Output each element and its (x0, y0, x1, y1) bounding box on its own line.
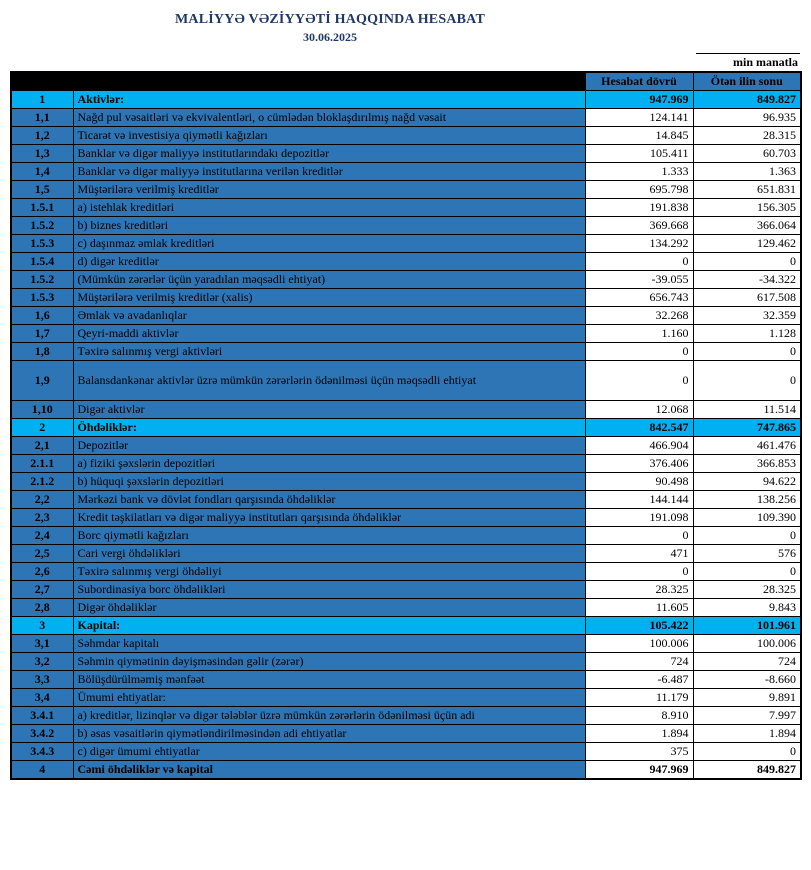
row-label: Əmlak və avadanlıqlar (73, 307, 585, 325)
value-current-period: 1.333 (585, 163, 693, 181)
report-date: 30.06.2025 (303, 30, 357, 44)
value-current-period: 191.098 (585, 509, 693, 527)
table-row (11, 761, 801, 780)
value-previous-yearend: 849.827 (693, 761, 801, 780)
value-previous-yearend: -34.322 (693, 271, 801, 289)
value-current-period: 105.411 (585, 145, 693, 163)
row-label: Borc qiymətli kağızları (73, 527, 585, 545)
row-code: 2,4 (11, 527, 73, 545)
value-previous-yearend: 9.891 (693, 689, 801, 707)
value-previous-yearend: 60.703 (693, 145, 801, 163)
row-code: 3.4.1 (11, 707, 73, 725)
table-row (11, 361, 801, 401)
row-code: 2,1 (11, 437, 73, 455)
value-previous-yearend: 366.064 (693, 217, 801, 235)
row-label: Cari vergi öhdəlikləri (73, 545, 585, 563)
row-label: c) digər ümumi ehtiyatlar (73, 743, 585, 761)
table-row (11, 653, 801, 671)
row-code: 1 (11, 91, 73, 109)
value-current-period: 12.068 (585, 401, 693, 419)
table-row (11, 707, 801, 725)
row-label: Ticarət və investisiya qiymətli kağızları (73, 127, 585, 145)
table-row (11, 307, 801, 325)
value-current-period: 14.845 (585, 127, 693, 145)
row-label: b) biznes kreditləri (73, 217, 585, 235)
row-code: 1,9 (11, 361, 73, 401)
row-label: a) istehlak kreditləri (73, 199, 585, 217)
value-previous-yearend: 101.961 (693, 617, 801, 635)
value-current-period: 0 (585, 527, 693, 545)
row-label: a) fiziki şəxslərin depozitləri (73, 455, 585, 473)
row-label: Cəmi öhdəliklər və kapital (73, 761, 585, 780)
row-code: 1.5.2 (11, 271, 73, 289)
table-row (11, 325, 801, 343)
value-current-period: 0 (585, 563, 693, 581)
row-code: 1,8 (11, 343, 73, 361)
financial-position-table (10, 71, 802, 780)
value-previous-yearend: 651.831 (693, 181, 801, 199)
table-row (11, 689, 801, 707)
value-previous-yearend: 0 (693, 343, 801, 361)
value-current-period: 11.605 (585, 599, 693, 617)
value-current-period: 144.144 (585, 491, 693, 509)
value-previous-yearend: 747.865 (693, 419, 801, 437)
table-row (11, 581, 801, 599)
row-code: 1,7 (11, 325, 73, 343)
row-label: Kredit təşkilatları və digər maliyyə institutları qarşısında öhdəliklər (73, 509, 585, 527)
table-row (11, 617, 801, 635)
row-code: 2.1.1 (11, 455, 73, 473)
row-code: 3,3 (11, 671, 73, 689)
value-previous-yearend: 366.853 (693, 455, 801, 473)
value-previous-yearend: 9.843 (693, 599, 801, 617)
row-label: Bölüşdürülməmiş mənfəət (73, 671, 585, 689)
row-code: 1.5.3 (11, 289, 73, 307)
value-previous-yearend: 28.315 (693, 127, 801, 145)
row-label: Səhmin qiymətinin dəyişməsindən gəlir (zərər) (73, 653, 585, 671)
table-row (11, 743, 801, 761)
row-label: b) əsas vəsaitlərin qiymətləndirilməsindən adi ehtiyatlar (73, 725, 585, 743)
row-code: 2,7 (11, 581, 73, 599)
value-current-period: 656.743 (585, 289, 693, 307)
row-label: Səhmdar kapitalı (73, 635, 585, 653)
value-current-period: 124.141 (585, 109, 693, 127)
value-current-period: 376.406 (585, 455, 693, 473)
unit-label-wrap (10, 53, 800, 71)
row-code: 1.5.1 (11, 199, 73, 217)
column-header-previous-yearend: Ötən ilin sonu (693, 72, 801, 91)
value-current-period: 0 (585, 343, 693, 361)
table-row (11, 545, 801, 563)
row-label: c) daşınmaz əmlak kreditləri (73, 235, 585, 253)
value-previous-yearend: 129.462 (693, 235, 801, 253)
value-current-period: 947.969 (585, 91, 693, 109)
row-code: 4 (11, 761, 73, 780)
row-label: Balansdankənar aktivlər üzrə mümkün zərərlərin ödənilməsi üçün məqsədli ehtiyat (73, 361, 585, 401)
value-current-period: 0 (585, 361, 693, 401)
value-current-period: 369.668 (585, 217, 693, 235)
value-current-period: 1.160 (585, 325, 693, 343)
row-code: 2,5 (11, 545, 73, 563)
table-row (11, 671, 801, 689)
table-header-row (11, 72, 801, 91)
value-previous-yearend: 7.997 (693, 707, 801, 725)
table-row (11, 145, 801, 163)
value-previous-yearend: 100.006 (693, 635, 801, 653)
value-previous-yearend: 1.128 (693, 325, 801, 343)
table-row (11, 563, 801, 581)
value-current-period: 8.910 (585, 707, 693, 725)
table-row (11, 473, 801, 491)
row-label: Ümumi ehtiyatlar: (73, 689, 585, 707)
row-code: 1,5 (11, 181, 73, 199)
value-previous-yearend: 0 (693, 563, 801, 581)
value-previous-yearend: 617.508 (693, 289, 801, 307)
row-code: 3,1 (11, 635, 73, 653)
value-current-period: -39.055 (585, 271, 693, 289)
row-code: 2,3 (11, 509, 73, 527)
row-code: 2,6 (11, 563, 73, 581)
row-label: Banklar və digər maliyyə institutlarına verilən kreditlər (73, 163, 585, 181)
value-current-period: 724 (585, 653, 693, 671)
value-previous-yearend: 461.476 (693, 437, 801, 455)
table-row (11, 491, 801, 509)
row-code: 3.4.2 (11, 725, 73, 743)
row-label: Subordinasiya borc öhdəlikləri (73, 581, 585, 599)
table-row (11, 127, 801, 145)
table-row (11, 419, 801, 437)
row-label: d) digər kreditlər (73, 253, 585, 271)
value-current-period: 842.547 (585, 419, 693, 437)
row-code: 1,10 (11, 401, 73, 419)
report-title: MALİYYƏ VƏZİYYƏTİ HAQQINDA HESABAT (175, 12, 485, 27)
value-current-period: 90.498 (585, 473, 693, 491)
table-row (11, 599, 801, 617)
row-label: Müştərilərə verilmiş kreditlər (73, 181, 585, 199)
value-previous-yearend: 0 (693, 361, 801, 401)
value-previous-yearend: 849.827 (693, 91, 801, 109)
value-current-period: 28.325 (585, 581, 693, 599)
unit-label: min manatla (696, 53, 800, 70)
table-row (11, 289, 801, 307)
table-row (11, 509, 801, 527)
table-row (11, 91, 801, 109)
row-label: a) kreditlər, lizinqlər və digər tələblər üzrə mümkün zərərlərin ödənilməsi üçün adi (73, 707, 585, 725)
value-current-period: 11.179 (585, 689, 693, 707)
row-label: Müştərilərə verilmiş kreditlər (xalis) (73, 289, 585, 307)
value-current-period: 1.894 (585, 725, 693, 743)
row-code: 1,4 (11, 163, 73, 181)
value-current-period: 105.422 (585, 617, 693, 635)
value-previous-yearend: 0 (693, 743, 801, 761)
row-code: 3.4.3 (11, 743, 73, 761)
value-current-period: 695.798 (585, 181, 693, 199)
row-label: Banklar və digər maliyyə institutlarındakı depozitlər (73, 145, 585, 163)
row-label: Aktivlər: (73, 91, 585, 109)
table-row (11, 163, 801, 181)
value-current-period: 32.268 (585, 307, 693, 325)
table-row (11, 217, 801, 235)
row-label: Depozitlər (73, 437, 585, 455)
row-label: Digər aktivlər (73, 401, 585, 419)
value-previous-yearend: 0 (693, 253, 801, 271)
value-previous-yearend: 28.325 (693, 581, 801, 599)
table-row (11, 437, 801, 455)
value-previous-yearend: 96.935 (693, 109, 801, 127)
row-code: 1.5.2 (11, 217, 73, 235)
row-code: 1,6 (11, 307, 73, 325)
row-label: Öhdəliklər: (73, 419, 585, 437)
row-label: Təxirə salınmış vergi öhdəliyi (73, 563, 585, 581)
row-code: 3,4 (11, 689, 73, 707)
row-label: (Mümkün zərərlər üçün yaradılan məqsədli ehtiyat) (73, 271, 585, 289)
row-label: Nağd pul vəsaitləri və ekvivalentləri, o cümlədən bloklaşdırılmış nağd vəsait (73, 109, 585, 127)
row-code: 2,2 (11, 491, 73, 509)
row-label: Digər öhdəliklər (73, 599, 585, 617)
table-row (11, 253, 801, 271)
row-label: Kapital: (73, 617, 585, 635)
table-row (11, 199, 801, 217)
value-current-period: 471 (585, 545, 693, 563)
value-previous-yearend: 138.256 (693, 491, 801, 509)
value-previous-yearend: 576 (693, 545, 801, 563)
row-label: Mərkəzi bank və dövlət fondları qarşısında öhdəliklər (73, 491, 585, 509)
table-row (11, 109, 801, 127)
row-label: Təxirə salınmış vergi aktivləri (73, 343, 585, 361)
value-current-period: 375 (585, 743, 693, 761)
row-code: 1,1 (11, 109, 73, 127)
table-row (11, 527, 801, 545)
value-previous-yearend: 109.390 (693, 509, 801, 527)
row-code: 3 (11, 617, 73, 635)
table-row (11, 401, 801, 419)
value-current-period: 134.292 (585, 235, 693, 253)
row-code: 2 (11, 419, 73, 437)
value-current-period: -6.487 (585, 671, 693, 689)
value-previous-yearend: 11.514 (693, 401, 801, 419)
table-row (11, 455, 801, 473)
row-code: 1,2 (11, 127, 73, 145)
table-row (11, 271, 801, 289)
value-previous-yearend: 1.894 (693, 725, 801, 743)
table-row (11, 635, 801, 653)
column-header-current-period: Hesabat dövrü (585, 72, 693, 91)
row-code: 2,8 (11, 599, 73, 617)
value-current-period: 100.006 (585, 635, 693, 653)
row-code: 3,2 (11, 653, 73, 671)
report-header (0, 0, 660, 45)
value-current-period: 466.904 (585, 437, 693, 455)
value-current-period: 0 (585, 253, 693, 271)
value-previous-yearend: 1.363 (693, 163, 801, 181)
row-code: 2.1.2 (11, 473, 73, 491)
row-code: 1.5.3 (11, 235, 73, 253)
value-previous-yearend: 724 (693, 653, 801, 671)
value-previous-yearend: 156.305 (693, 199, 801, 217)
header-corner-code (11, 72, 73, 91)
table-row (11, 343, 801, 361)
value-current-period: 191.838 (585, 199, 693, 217)
row-label: Qeyri-maddi aktivlər (73, 325, 585, 343)
row-label: b) hüquqi şəxslərin depozitləri (73, 473, 585, 491)
table-row (11, 725, 801, 743)
table-row (11, 181, 801, 199)
value-previous-yearend: 0 (693, 527, 801, 545)
value-previous-yearend: 94.622 (693, 473, 801, 491)
value-previous-yearend: 32.359 (693, 307, 801, 325)
header-corner-label (73, 72, 585, 91)
table-row (11, 235, 801, 253)
row-code: 1,3 (11, 145, 73, 163)
value-previous-yearend: -8.660 (693, 671, 801, 689)
value-current-period: 947.969 (585, 761, 693, 780)
row-code: 1.5.4 (11, 253, 73, 271)
